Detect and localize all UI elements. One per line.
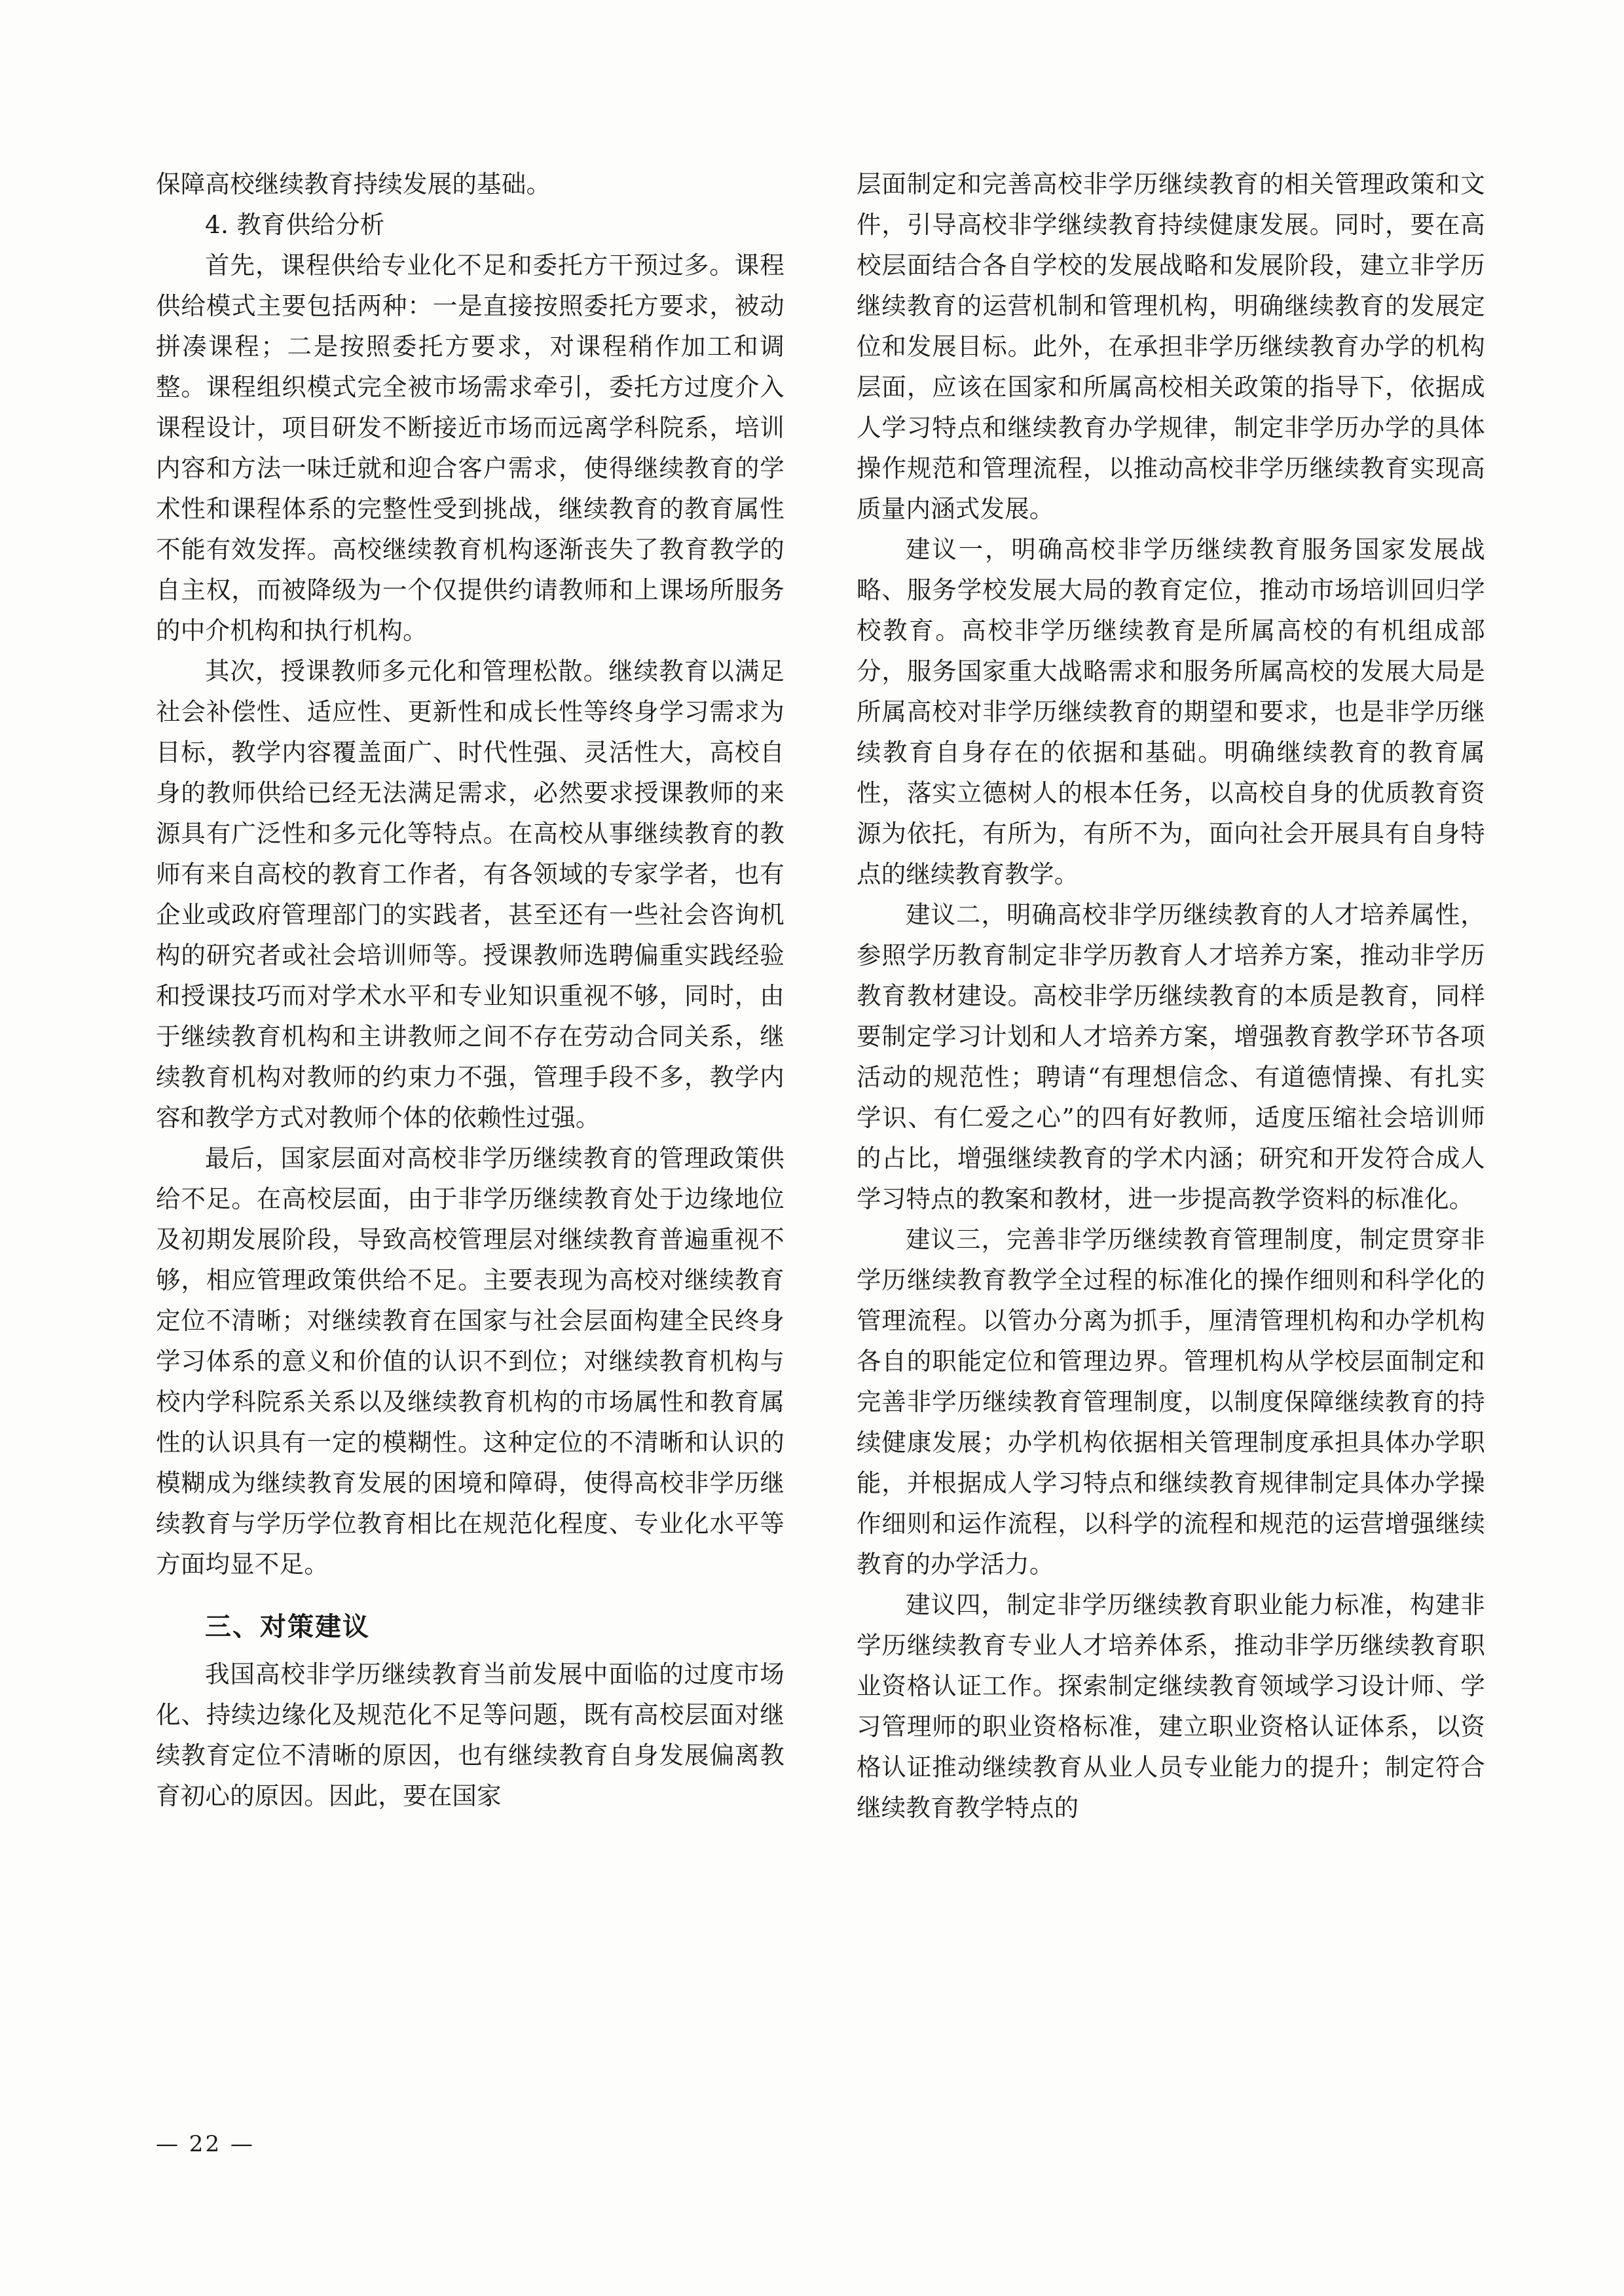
paragraph: 首先，课程供给专业化不足和委托方干预过多。课程供给模式主要包括两种：一是直接按照委托方要求，被动拼凑课程；二是按照委托方要求，对课程稍作加工和调整。课程组织模式完全被市场需求牵引，委托方过度介入课程设计，项目研发不断接近市场而远离学科院系，培训内容和方法一味迁就和迎合客户需求，使得继续教育的学术性和课程体系的完整性受到挑战，继续教育的教育属性不能有效发挥。高校继续教育机构逐渐丧失了教育教学的自主权，而被降级为一个仅提供约请教师和上课场所服务的中介机构和执行机构。 [156, 251, 784, 645]
page-number: — 22 — [156, 2131, 255, 2157]
paragraph: 建议一，明确高校非学历继续教育服务国家发展战略、服务学校发展大局的教育定位，推动市场培训回归学校教育。高校非学历继续教育是所属高校的有机组成部分，服务国家重大战略需求和服务所属高校的发展大局是所属高校对非学历继续教育的期望和要求，也是非学历继续教育自身存在的依据和基础。明确继续教育的教育属性，落实立德树人的根本任务，以高校自身的优质教育资源为依托，有所为，有所不为，面向社会开展具有自身特点的继续教育教学。 [857, 535, 1485, 888]
page-content [156, 164, 1485, 2115]
right-column [857, 164, 1485, 1828]
paragraph: 建议二，明确高校非学历继续教育的人才培养属性，参照学历教育制定非学历教育人才培养方案，推动非学历教育教材建设。高校非学历继续教育的本质是教育，同样要制定学习计划和人才培养方案，增强教育教学环节各项活动的规范性；聘请“有理想信念、有道德情操、有扎实学识、有仁爱之心”的四有好教师，适度压缩社会培训师的占比，增强继续教育的学术内涵；研究和开发符合成人学习特点的教案和教材，进一步提高教学资料的标准化。 [857, 900, 1485, 1213]
paragraph: 保障高校继续教育持续发展的基础。 [156, 170, 551, 198]
subsection-heading: 4. 教育供给分析 [205, 210, 385, 239]
section-heading: 三、对策建议 [205, 1612, 370, 1642]
paragraph: 建议四，制定非学历继续教育职业能力标准，构建非学历继续教育专业人才培养体系，推动非学历继续教育职业资格认证工作。探索制定继续教育领域学习设计师、学习管理师的职业资格标准，建立职业资格认证体系，以资格认证推动继续教育从业人员专业能力的提升；制定符合继续教育教学特点的 [857, 1590, 1485, 1822]
left-column [156, 164, 784, 1828]
paragraph: 层面制定和完善高校非学历继续教育的相关管理政策和文件，引导高校非学继续教育持续健康发展。同时，要在高校层面结合各自学校的发展战略和发展阶段，建立非学历继续教育的运营机制和管理机构，明确继续教育的发展定位和发展目标。此外，在承担非学历继续教育办学的机构层面，应该在国家和所属高校相关政策的指导下，依据成人学习特点和继续教育办学规律，制定非学历办学的具体操作规范和管理流程，以推动高校非学历继续教育实现高质量内涵式发展。 [857, 170, 1485, 523]
paragraph: 我国高校非学历继续教育当前发展中面临的过度市场化、持续边缘化及规范化不足等问题，既有高校层面对继续教育定位不清晰的原因，也有继续教育自身发展偏离教育初心的原因。因此，要在国家 [156, 1660, 784, 1810]
paragraph: 建议三，完善非学历继续教育管理制度，制定贯穿非学历继续教育教学全过程的标准化的操作细则和科学化的管理流程。以管办分离为抓手，厘清管理机构和办学机构各自的职能定位和管理边界。管理机构从学校层面制定和完善非学历继续教育管理制度，以制度保障继续教育的持续健康发展；办学机构依据相关管理制度承担具体办学职能，并根据成人学习特点和继续教育规律制定具体办学操作细则和运作流程，以科学的流程和规范的运营增强继续教育的办学活力。 [857, 1225, 1485, 1578]
two-column-layout [156, 164, 1485, 1828]
paragraph: 最后，国家层面对高校非学历继续教育的管理政策供给不足。在高校层面，由于非学历继续教育处于边缘地位及初期发展阶段，导致高校管理层对继续教育普遍重视不够，相应管理政策供给不足。主要表现为高校对继续教育定位不清晰；对继续教育在国家与社会层面构建全民终身学习体系的意义和价值的认识不到位；对继续教育机构与校内学科院系关系以及继续教育机构的市场属性和教育属性的认识具有一定的模糊性。这种定位的不清晰和认识的模糊成为继续教育发展的困境和障碍，使得高校非学历继续教育与学历学位教育相比在规范化程度、专业化水平等方面均显不足。 [156, 1144, 784, 1578]
paragraph: 其次，授课教师多元化和管理松散。继续教育以满足社会补偿性、适应性、更新性和成长性等终身学习需求为目标，教学内容覆盖面广、时代性强、灵活性大，高校自身的教师供给已经无法满足需求，必然要求授课教师的来源具有广泛性和多元化等特点。在高校从事继续教育的教师有来自高校的教育工作者，有各领域的专家学者，也有企业或政府管理部门的实践者，甚至还有一些社会咨询机构的研究者或社会培训师等。授课教师选聘偏重实践经验和授课技巧而对学术水平和专业知识重视不够，同时，由于继续教育机构和主讲教师之间不存在劳动合同关系，继续教育机构对教师的约束力不强，管理手段不多，教学内容和教学方式对教师个体的依赖性过强。 [156, 657, 784, 1132]
